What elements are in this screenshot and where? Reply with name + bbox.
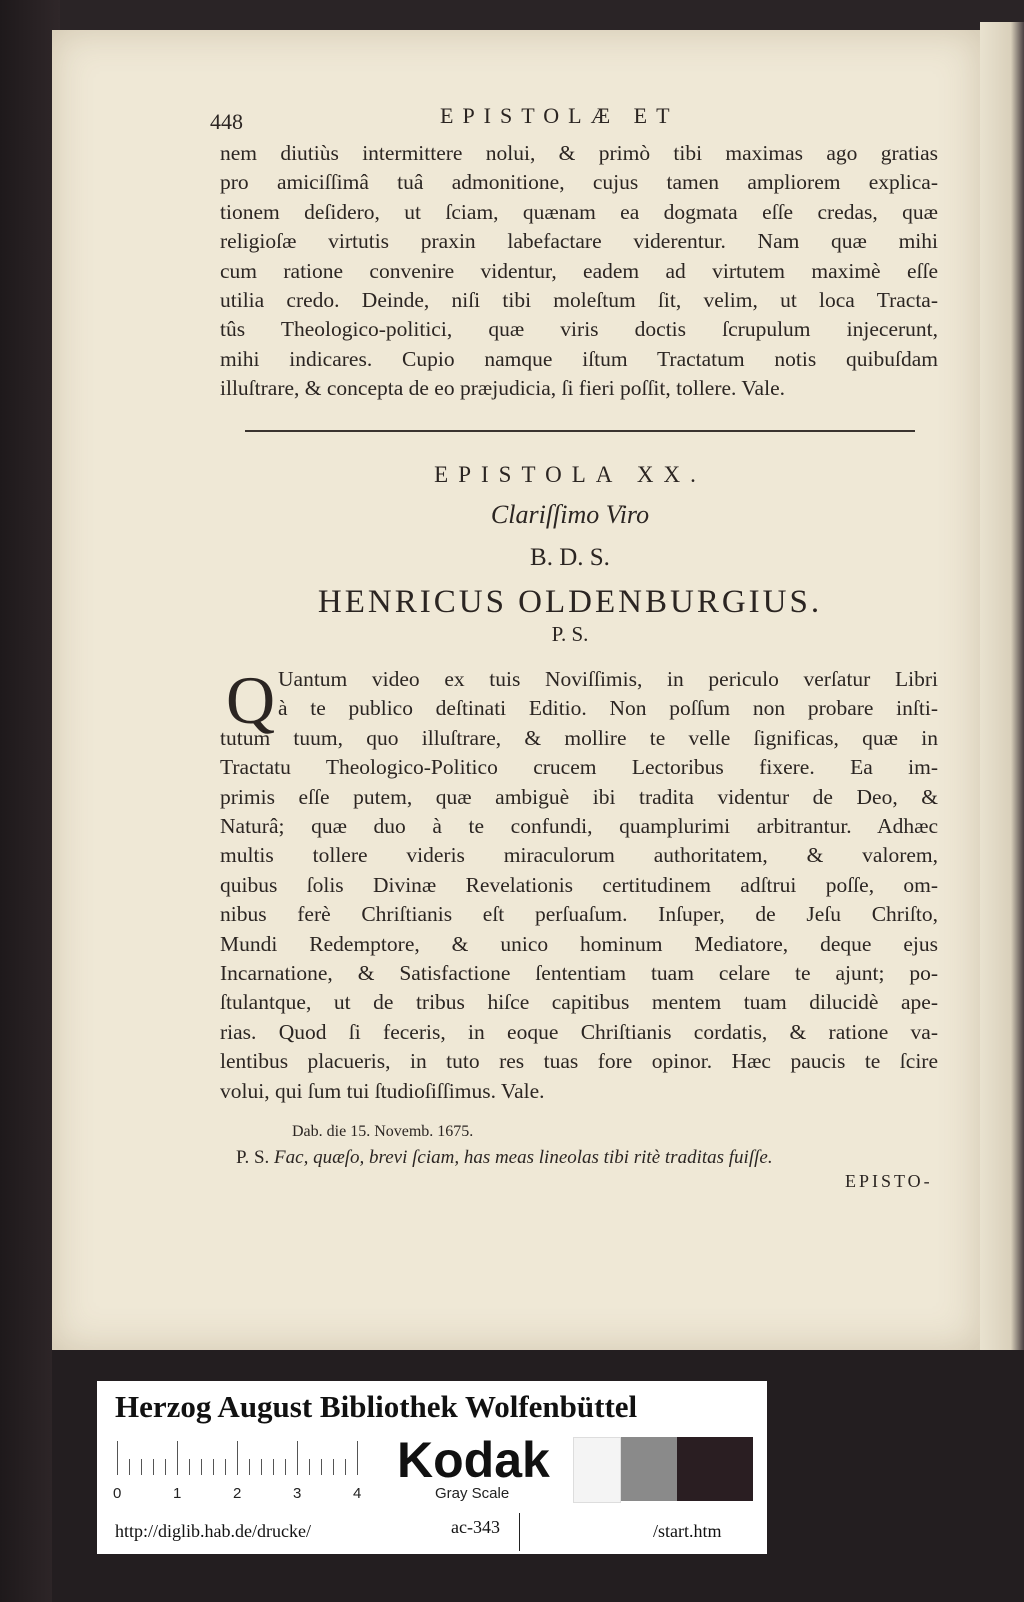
ruler-tick (333, 1459, 334, 1475)
text-line: nibus ferè Chriſtianis eſt perſuaſum. Inſuper, de Jeſu Chriſto, (220, 902, 938, 927)
text-line: à te publico deſtinati Editio. Non poſſum non probare inſti- (278, 696, 938, 721)
page-number: 448 (210, 109, 243, 134)
library-name: Herzog August Bibliothek Wolfenbüttel (115, 1389, 638, 1424)
drop-cap: Q (226, 662, 276, 738)
ruler-tick (321, 1459, 322, 1475)
ruler-number: 1 (173, 1485, 182, 1502)
text-line: pro amiciſſimâ tuâ admonitione, cujus tamen ampliorem explica- (220, 170, 938, 195)
shelfmark: ac-343 (451, 1517, 500, 1537)
divider (519, 1513, 520, 1551)
text-line: lentibus placueris, in tuto res tuas fore opinor. Hæc paucis te ſcire (220, 1049, 938, 1074)
ruler-tick (153, 1459, 154, 1475)
previous-letter-paragraph (220, 139, 938, 404)
text-line: nem diutiùs intermittere nolui, & primò tibi maximas ago gratias (220, 141, 938, 165)
text-line: cum ratione convenire videntur, eadem ad virtutem maximè eſſe (220, 258, 938, 283)
text-line: Tractatu Theologico-Politico crucem Lectoribus fixere. Ea im- (220, 755, 938, 780)
text-line: religioſæ virtutis praxin labefactare viderentur. Nam quæ mihi (220, 229, 938, 254)
ruler-tick (237, 1441, 238, 1475)
ruler-number: 2 (233, 1485, 242, 1502)
gray-scale-label: Gray Scale (435, 1485, 510, 1502)
letter-author: HENRICUS OLDENBURGIUS. (317, 584, 823, 620)
text-line: Uantum video ex tuis Noviſſimis, in periculo verſatur Libri (278, 667, 938, 691)
ruler-tick (141, 1459, 142, 1475)
ruler-tick (225, 1459, 226, 1475)
text-line: quibus ſolis Divinæ Revelationis certitudinem adſtrui poſſe, om- (220, 872, 938, 897)
text-line: Incarnatione, & Satisfactione ſententiam tuam celare te ajunt; po- (220, 961, 938, 986)
ruler-tick (165, 1459, 166, 1475)
text-line: tionem deſidero, ut ſciam, quænam ea dogmata eſſe credas, quæ (220, 199, 938, 224)
ruler-tick (213, 1459, 214, 1475)
letter-salutation: P. S. (551, 622, 589, 646)
text-line: volui, qui ſum tui ſtudioſiſſimus. Vale. (220, 1078, 545, 1103)
text-line: ſtulantque, ut de tribus hiſce capitibus mentem tuam dilucidè ape- (220, 990, 938, 1015)
text-line: multis tollere videris miraculorum authoritatem, & valorem, (220, 843, 938, 868)
running-title: EPISTOLÆ ET (440, 103, 679, 128)
ruler-tick (117, 1441, 118, 1475)
letter-heading: EPISTOLA XX. (434, 462, 706, 487)
text-line: tûs Theologico-politici, quæ viris doctis ſcrupulum injecerunt, (220, 317, 938, 342)
section-divider (245, 430, 915, 432)
gray-swatch-dark (677, 1437, 753, 1501)
letter-date: Dab. die 15. Novemb. 1675. (292, 1123, 474, 1140)
text-line: utilia credo. Deinde, niſi tibi moleſtum ſit, velim, ut loca Tracta- (220, 288, 938, 313)
scale-ruler (117, 1441, 381, 1475)
ruler-tick (309, 1459, 310, 1475)
catchword: EPISTO- (845, 1171, 933, 1191)
kodak-logo: Kodak (397, 1432, 550, 1488)
ruler-tick (297, 1441, 298, 1475)
ruler-tick (345, 1459, 346, 1475)
ruler-tick (273, 1459, 274, 1475)
ruler-tick (261, 1459, 262, 1475)
ruler-tick (189, 1459, 190, 1475)
postscript-text: Fac, quæſo, brevi ſciam, has meas lineolas tibi ritè traditas fuiſſe. (274, 1147, 773, 1168)
ruler-tick (249, 1459, 250, 1475)
ruler-number: 3 (293, 1485, 302, 1502)
ruler-number: 4 (353, 1485, 362, 1502)
letter-body (220, 662, 938, 1106)
page-edge-right (980, 22, 1024, 1362)
text-line: primis eſſe putem, quæ ambiguè ibi tradita videntur de Deo, & (220, 784, 938, 809)
ruler-number: 0 (113, 1485, 122, 1502)
color-target-card (97, 1381, 767, 1554)
postscript-prefix: P. S. (236, 1147, 270, 1168)
ruler-tick (129, 1459, 130, 1475)
url-right: /start.htm (653, 1521, 722, 1541)
letter-address: Clariſſimo Viro (490, 500, 650, 529)
text-line: mihi indicares. Cupio namque iſtum Tractatum notis quibuſdam (220, 346, 938, 371)
ruler-tick (177, 1441, 178, 1475)
ruler-tick (201, 1459, 202, 1475)
gray-swatch-white (573, 1437, 621, 1503)
text-line: tutum tuum, quo illuſtrare, & mollire te velle ſignificas, quæ in (220, 725, 938, 750)
scan-background-left (0, 0, 60, 1602)
running-head (210, 103, 930, 133)
text-line: rias. Quod ſi feceris, in eoque Chriſtianis cordatis, & ratione va- (220, 1019, 938, 1044)
postscript (236, 1147, 773, 1169)
letter-recipient: B. D. S. (530, 544, 610, 571)
text-line: illuſtrare, & concepta de eo præjudicia, ſi fieri poſſit, tollere. Vale. (220, 376, 785, 401)
text-line: Naturâ; quæ duo à te confundi, quamplurimi arbitrantur. Adhæc (220, 814, 938, 839)
url-left: http://diglib.hab.de/drucke/ (115, 1521, 311, 1541)
ruler-tick (357, 1441, 358, 1475)
gray-swatch-mid (621, 1437, 677, 1501)
ruler-tick (285, 1459, 286, 1475)
text-line: Mundi Redemptore, & unico hominum Mediatore, deque ejus (220, 931, 938, 956)
